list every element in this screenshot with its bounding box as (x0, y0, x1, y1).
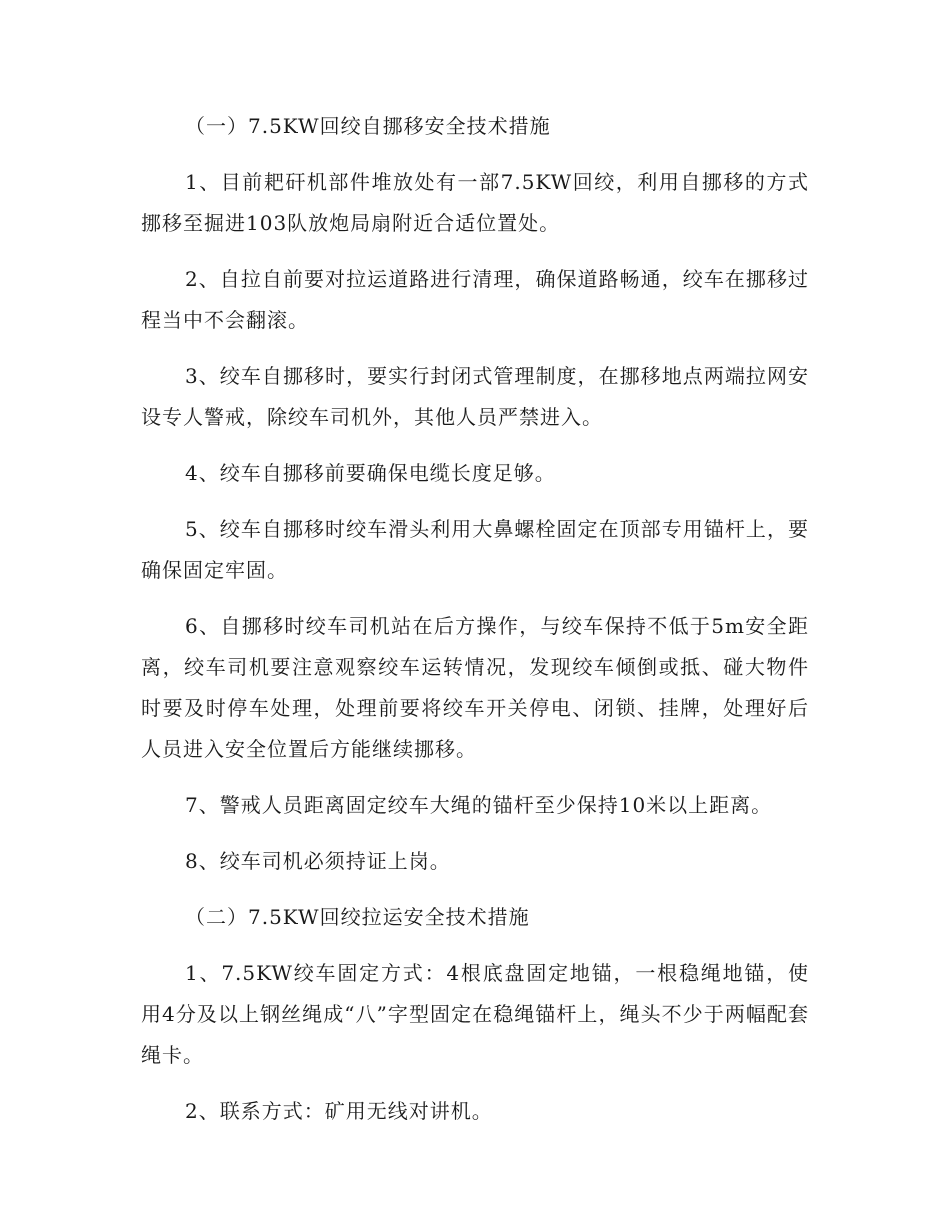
section-1-item-2: 2、自拉自前要对拉运道路进行清理，确保道路畅通，绞车在挪移过程当中不会翻滚。 (141, 267, 809, 332)
section-2-title: （二）7.5KW回绞拉运安全技术措施 (185, 905, 530, 929)
section-1-item-1: 1、目前耙矸机部件堆放处有一部7.5KW回绞，利用自挪移的方式挪移至掘进103队放炮局扇附近合适位置处。 (141, 170, 809, 235)
section-1-item-5: 5、绞车自挪移时绞车滑头利用大鼻螺栓固定在顶部专用锚杆上，要确保固定牢固。 (141, 517, 809, 582)
section-2-item-2: 2、联系方式：矿用无线对讲机。 (185, 1099, 493, 1123)
section-1-item-3: 3、绞车自挪移时，要实行封闭式管理制度，在挪移地点两端拉网安设专人警戒，除绞车司机外，其他人员严禁进入。 (141, 364, 809, 429)
document-body (141, 106, 809, 1147)
section-1-item-6: 6、自挪移时绞车司机站在后方操作，与绞车保持不低于5m安全距离，绞车司机要注意观察绞车运转情况，发现绞车倾倒或抵、碰大物件时要及时停车处理，处理前要将绞车开关停电、闭锁、挂牌，处理好后人员进入安全位置后方能继续挪移。 (141, 614, 809, 761)
section-1-item-7: 7、警戒人员距离固定绞车大绳的锚杆至少保持10米以上距离。 (185, 793, 773, 817)
section-1-title: （一）7.5KW回绞自挪移安全技术措施 (185, 114, 551, 138)
section-1-item-4: 4、绞车自挪移前要确保电缆长度足够。 (185, 461, 556, 485)
section-2-item-1: 1、7.5KW绞车固定方式：4根底盘固定地锚，一根稳绳地锚，使用4分及以上钢丝绳成“八”字型固定在稳绳锚杆上，绳头不少于两幅配套绳卡。 (141, 961, 809, 1067)
section-1-item-8: 8、绞车司机必须持证上岗。 (185, 849, 451, 873)
